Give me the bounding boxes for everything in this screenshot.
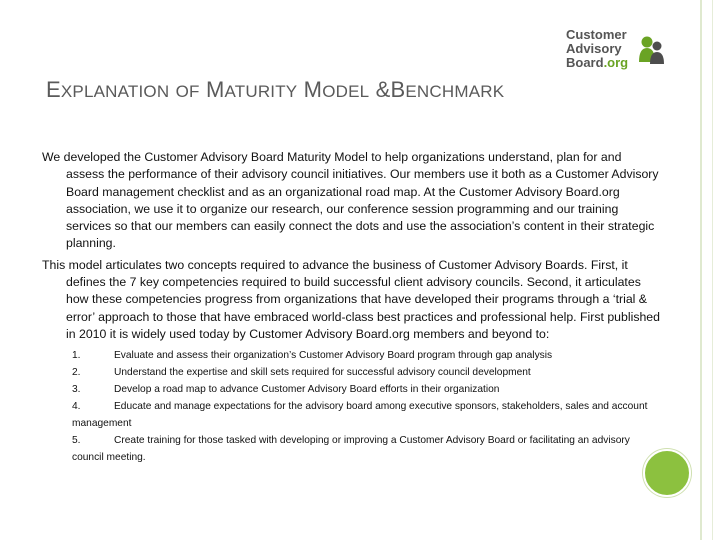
body-content (42, 149, 660, 466)
title-part: E (46, 77, 61, 102)
page-title (46, 77, 504, 103)
title-part: OF (175, 82, 200, 101)
paragraph-2: This model articulates two concepts required to advance the business of Customer Advisory Boards. First, it defines the 7 key competencies required to build successful client advisory councils. Second, it articulates how these competencies progress from organizations that have developed their programs through a ‘trial & error’ approach to those that have embraced world-class best practices and professional help. First published in 2010 it is widely used today by Customer Advisory Board.org members and beyond to: (42, 257, 660, 341)
title-part: ODEL (322, 82, 370, 101)
logo-line-3 (566, 56, 628, 70)
list-text: Educate and manage expectations for the advisory board among executive sponsors, stakeholders, sales and account management (72, 401, 648, 430)
list-item (72, 432, 660, 466)
uses-list (42, 347, 660, 466)
list-text: Develop a road map to advance Customer Advisory Board efforts in their organization (114, 384, 500, 396)
title-part: M (205, 77, 225, 102)
customer-advisory-board-logo (566, 28, 666, 72)
logo-line-1: Customer (566, 27, 627, 42)
list-number: 3. (72, 384, 81, 396)
list-number: 2. (72, 367, 81, 379)
paragraph-1: We developed the Customer Advisory Board Maturity Model to help organizations understand, plan for and assess the performance of their advisory council initiatives. Our members use it both as a Customer Advisory Board management checklist and as an organizational road map. At the Customer Advisory Board.org association, we use it to organize our research, our conference session programming and our training services so that our members can easily connect the dots and use the association’s content in their strategic planning. (42, 150, 659, 251)
logo-board: Board (566, 55, 604, 70)
logo-text (566, 28, 628, 70)
side-decoration-line (700, 0, 702, 540)
side-decoration-line-thin (712, 0, 713, 540)
list-item (72, 398, 660, 432)
title-part: XPLANATION (60, 82, 170, 101)
list-item (72, 347, 660, 364)
title-part: M (303, 77, 323, 102)
list-text: Create training for those tasked with developing or improving a Customer Advisory Board or facilitating an advisory council meeting. (72, 435, 630, 464)
list-text: Evaluate and assess their organization’s Customer Advisory Board program through gap analysis (114, 350, 553, 362)
logo-line-2: Advisory (566, 41, 622, 56)
list-number: 4. (72, 401, 81, 413)
logo-org: .org (603, 55, 629, 70)
list-item (72, 364, 660, 381)
title-part: & (375, 77, 391, 102)
title-part: ENCHMARK (405, 82, 505, 101)
people-icon (639, 34, 665, 68)
list-text: Understand the expertise and skill sets required for successful advisory council development (114, 367, 531, 379)
list-number: 1. (72, 350, 81, 362)
list-number: 5. (72, 435, 81, 447)
list-item (72, 381, 660, 398)
title-part: ATURITY (224, 82, 298, 101)
title-part: B (390, 77, 406, 102)
